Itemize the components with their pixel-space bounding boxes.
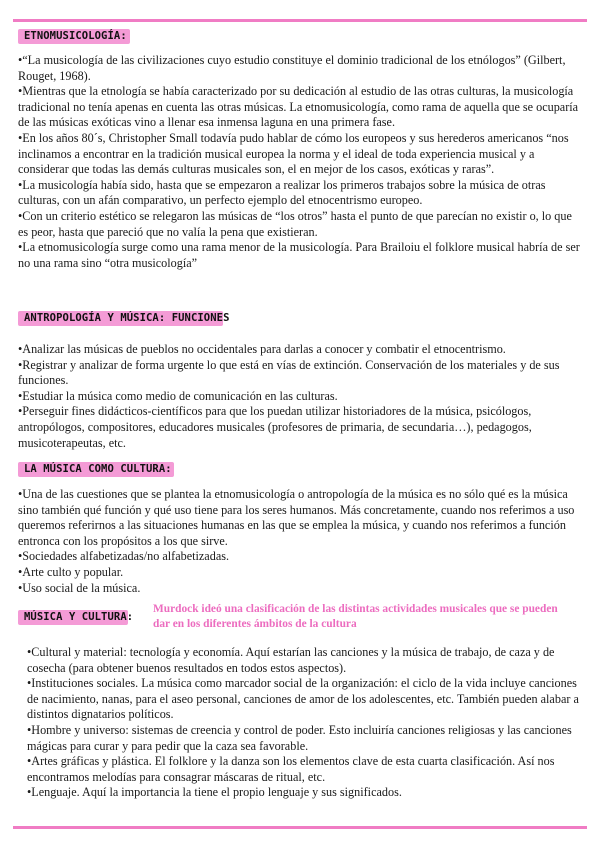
- paragraph: •Mientras que la etnología se había caracterizado por su dedicación al estudio de las otras culturas, la musicología tradicional no tenía apenas en cuenta las otras músicas. La etnomusicología, como rama de aquella que se ocuparía de las músicas exóticas vino a llenar esa inmensa laguna en una primera fase.: [18, 84, 579, 130]
- section-body-musica-y-cultura: [27, 645, 585, 801]
- bottom-rule: [13, 826, 587, 829]
- section-heading-musica-y-cultura: MÚSICA Y CULTURA:: [24, 611, 134, 623]
- side-note: Murdock ideó una clasificación de las distintas actividades musicales que se pueden dar en los diferentes ámbitos de la cultura: [153, 603, 558, 631]
- paragraph: •Con un criterio estético se relegaron las músicas de “los otros” hasta el punto de que parecían no existir o, lo que es peor, hasta que pareció que no valía la pena que existieran.: [18, 208, 572, 239]
- section-heading-antropologia: ANTROPOLOGÍA Y MÚSICA: FUNCIONES: [24, 312, 230, 324]
- paragraph: •Perseguir fines didácticos-científicos para que los puedan utilizar historiadores de la música, psicólogos, antropólogos, compositores, educadores musicales (profesores de primaria, de secundaria…), pedagogos, musicoterapeutas, etc.: [18, 404, 532, 450]
- top-rule: [13, 19, 587, 22]
- section-heading-musica-cultura: LA MÚSICA COMO CULTURA:: [24, 463, 172, 475]
- paragraph: •Lenguaje. Aquí la importancia la tiene el propio lenguaje y sus significados.: [27, 785, 402, 800]
- paragraph: •En los años 80´s, Christopher Small todavía pudo hablar de cómo los europeos y sus herederos americanos “nos inclinamos a encontrar en la tradición musical europea la norma y el ideal de toda experiencia musical y a considerar que todas las demás culturas musicales son, el en mejor de los casos, exóticas y raras”.: [18, 130, 569, 177]
- paragraph: •Una de las cuestiones que se plantea la etnomusicología o antropología de la música es no sólo qué es la música sino también qué función y qué uso tiene para los seres humanos. Más concretamente, cuando nos referimos a uso queremos referirnos a las situaciones humanas en las que se emplea la música, y cuando nos referimos a función entronca con los propósitos a los que sirve.: [18, 487, 575, 548]
- paragraph: •Arte culto y popular.: [18, 564, 124, 579]
- paragraph: •Registrar y analizar de forma urgente lo que está en vías de extinción. Conservación de los materiales y de sus funciones.: [18, 357, 560, 388]
- section-body-musica-cultura: [18, 487, 584, 596]
- paragraph: •Hombre y universo: sistemas de creencia y control de poder. Esto incluiría canciones religiosas y las canciones mágicas para curar y para pedir que la caza sea favorable.: [27, 722, 572, 753]
- paragraph: •Artes gráficas y plástica. El folklore y la danza son los elementos clave de esta cuarta clasificación. Así nos encontramos melodías para consagrar máscaras de ritual, etc.: [27, 754, 555, 784]
- section-body-etnomusicologia: [18, 53, 584, 271]
- paragraph: •La etnomusicología surge como una rama menor de la musicología. Para Brailoiu el folklore musical habría de ser no una rama sino “otra musicología”: [18, 240, 580, 270]
- paragraph: •Instituciones sociales. La música como marcador social de la organización: el ciclo de la vida incluye canciones de nacimiento, nanas, para el aseo personal, canciones de amor de los adolescentes, etc. También pueden alabar a distintos dignatarios políticos.: [27, 676, 579, 722]
- paragraph: •La musicología había sido, hasta que se empezaron a realizar los primeros trabajos sobre la música de otras culturas, con un afán comparativo, un perfecto ejemplo del etnocentrismo europeo.: [18, 177, 546, 208]
- paragraph: •Cultural y material: tecnología y economía. Aquí estarían las canciones y la música de trabajo, de caza y de cosecha (para obtener buenos resultados en todos estos aspectos).: [27, 645, 555, 675]
- paragraph: •Uso social de la música.: [18, 580, 141, 595]
- paragraph: •“La musicología de las civilizaciones cuyo estudio constituye el dominio tradicional de los etnólogos” (Gilbert, Rouget, 1968).: [18, 53, 566, 83]
- paragraph: •Estudiar la música como medio de comunicación en las culturas.: [18, 388, 338, 403]
- paragraph: •Analizar las músicas de pueblos no occidentales para darlas a conocer y combatir el etnocentrismo.: [18, 342, 506, 356]
- section-body-antropologia: [18, 342, 584, 451]
- paragraph: •Sociedades alfabetizadas/no alfabetizadas.: [18, 549, 230, 564]
- section-heading-etnomusicologia: ETNOMUSICOLOGÍA:: [24, 30, 127, 42]
